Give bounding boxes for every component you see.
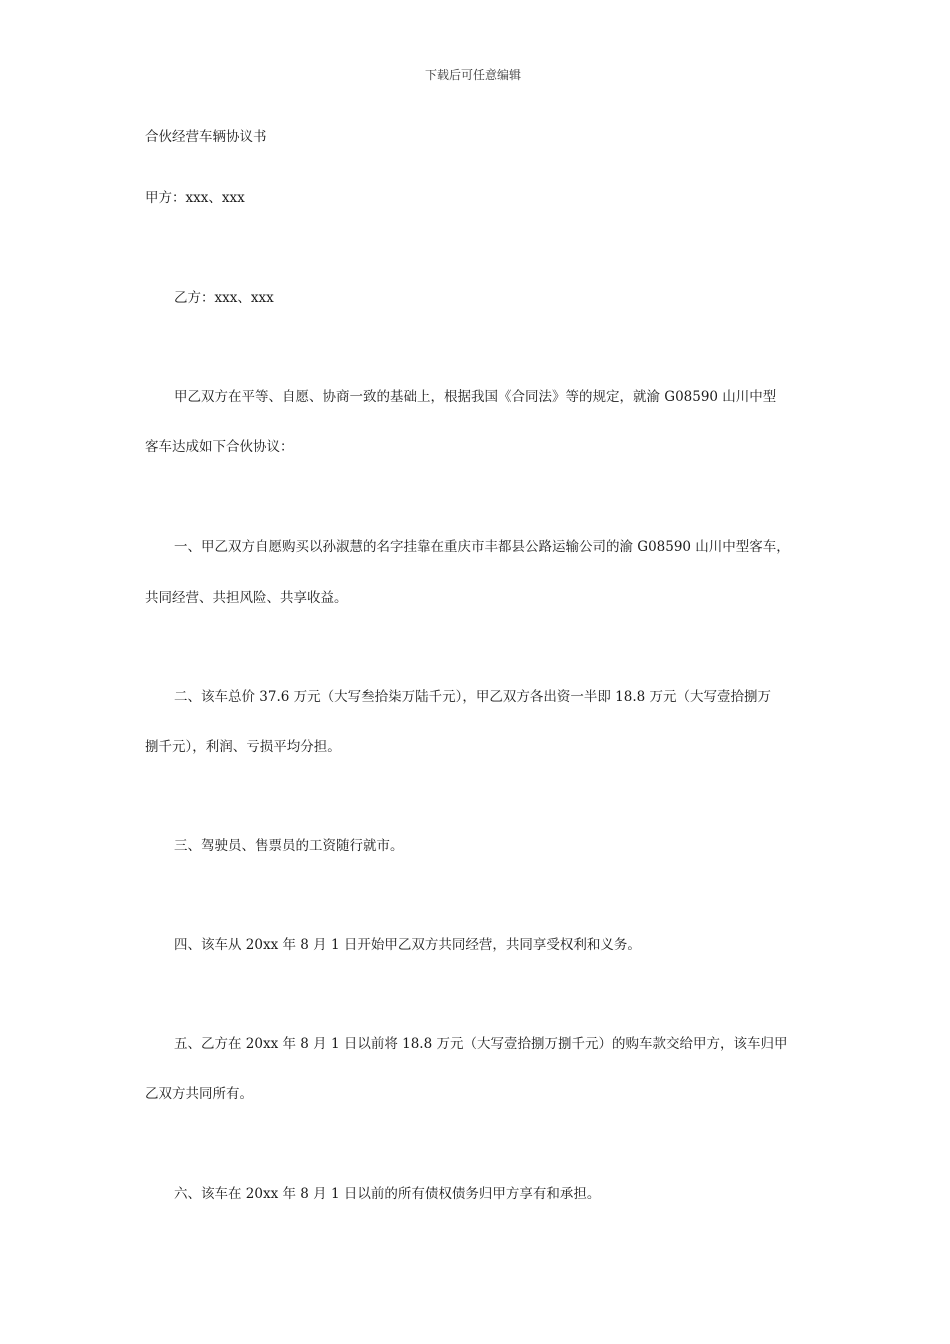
party-b: 乙方：xxx、xxx: [174, 290, 274, 306]
clause-2-line-1: 二、该车总价 37.6 万元（大写叁拾柒万陆千元），甲乙双方各出资一半即 18.8 万元（大写壹拾捌万: [174, 689, 772, 705]
document-title: 合伙经营车辆协议书: [145, 129, 267, 145]
clause-4: 四、该车从 20xx 年 8 月 1 日开始甲乙双方共同经营，共同享受权利和义务。: [174, 937, 641, 953]
preamble-line-1: 甲乙双方在平等、自愿、协商一致的基础上，根据我国《合同法》等的规定，就渝 G08590 山川中型: [174, 389, 777, 405]
clause-3: 三、驾驶员、售票员的工资随行就市。: [174, 838, 404, 854]
clause-5-line-2: 乙双方共同所有。: [145, 1086, 253, 1102]
clause-5-line-1: 五、乙方在 20xx 年 8 月 1 日以前将 18.8 万元（大写壹拾捌万捌千元）的购车款交给甲方，该车归甲: [174, 1036, 788, 1052]
preamble-line-2: 客车达成如下合伙协议：: [145, 439, 294, 455]
clause-6: 六、该车在 20xx 年 8 月 1 日以前的所有债权债务归甲方享有和承担。: [174, 1186, 601, 1202]
clause-2-line-2: 捌千元），利润、亏损平均分担。: [145, 739, 341, 755]
clause-1-line-1: 一、甲乙双方自愿购买以孙淑慧的名字挂靠在重庆市丰都县公路运输公司的渝 G08590 山川中型客车，: [174, 539, 790, 555]
clause-1-line-2: 共同经营、共担风险、共享收益。: [145, 590, 348, 606]
party-a: 甲方：xxx、xxx: [145, 190, 245, 206]
page-header: 下载后可任意编辑: [425, 68, 522, 82]
